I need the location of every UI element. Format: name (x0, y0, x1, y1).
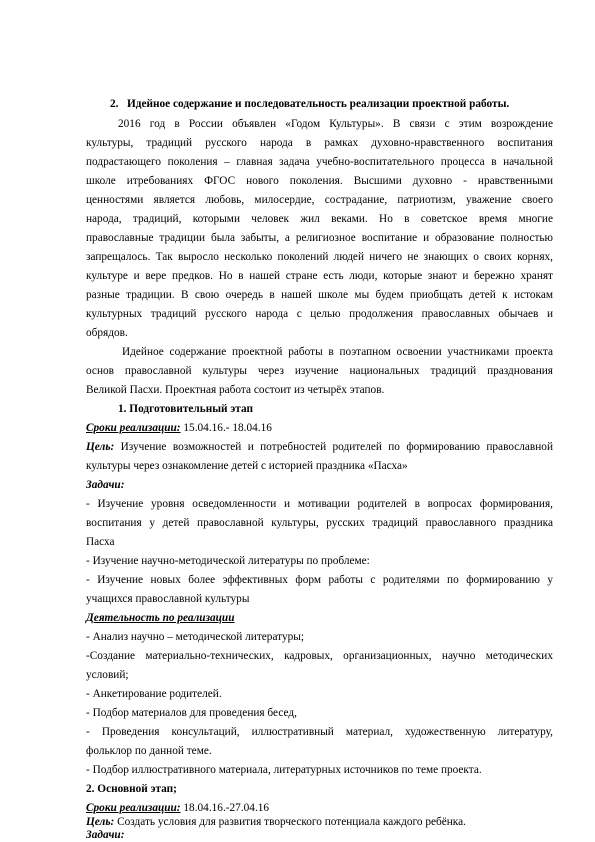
intro-line: обрядов. (86, 327, 128, 339)
intro-line: культуры, традиций русского народа в рамках духовно-нравственного воспитания (86, 137, 553, 149)
intro-line: культурных традиций русского народа с целью продолжения православных обычаев и (86, 308, 553, 320)
stage1-task-line: - Изучение уровня осведомленности и мотивации родителей в вопросах формирования, (86, 498, 553, 510)
stage1-activity-line: - Проведения консультаций, иллюстративный материал, художественную литературу, (86, 726, 553, 738)
stage1-activity-line: - Анкетирование родителей. (86, 688, 222, 700)
stage1-goal-text: Изучение возможностей и потребностей родителей по формированию православной (114, 441, 553, 453)
idea-line: Идейное содержание проектной работы в поэтапном освоении участниками проекта (122, 346, 553, 358)
stage2-tasks-label: Задачи: (86, 829, 125, 841)
stage2-dates (86, 801, 269, 815)
stage1-dates-value: 15.04.16.- 18.04.16 (180, 422, 272, 434)
stage1-heading: 1. Подготовительный этап (118, 403, 253, 415)
stage2-dates-value: 18.04.16.-27.04.16 (180, 802, 270, 814)
stage1-task-line: - Изучение научно-методической литературы по проблеме: (86, 555, 370, 567)
stage1-activity-line: - Подбор иллюстративного материала, литературных источников по теме проекта. (86, 764, 482, 776)
intro-line: школе итребованиях ФГОС нового поколения. Высшими духовно - нравственными (86, 175, 553, 187)
stage1-task-line: воспитания у детей православной культуры, русских традиций православного праздника (86, 517, 553, 529)
intro-line: подрастающего поколения – главная задача учебно-воспитательного процесса в начальной (86, 156, 553, 168)
stage2-heading: 2. Основной этап; (86, 783, 177, 795)
stage2-goal-text: Создать условия для развития творческого потенциала каждого ребёнка. (114, 816, 466, 828)
stage1-dates (86, 421, 272, 435)
stage2-goal (86, 815, 466, 829)
stage1-activity-line: - Анализ научно – методической литературы; (86, 631, 304, 643)
stage1-goal-line: культуры через ознакомление детей с историей праздника «Пасха» (86, 460, 408, 472)
idea-line: Великой Пасхи. Проектная работа состоит из четырёх этапов. (86, 384, 385, 396)
intro-line: народа, традиций, которыми человек жил веками. Но в советское время многие (86, 213, 553, 225)
stage1-dates-label: Сроки реализации: (86, 422, 181, 434)
intro-line: 2016 год в России объявлен «Годом Культуры». В связи с этим возрождение (118, 118, 553, 130)
stage1-activity-line: условий; (86, 669, 129, 681)
stage1-activity-line: фольклор по данной теме. (86, 745, 212, 757)
stage1-goal (86, 440, 553, 454)
stage1-activity-label: Деятельность по реализации (86, 612, 235, 624)
section-heading (110, 97, 509, 111)
stage1-activity-line: -Создание материально-технических, кадровых, организационных, научно методических (86, 650, 553, 662)
idea-line: основ православной культуры через изучение национальных традиций празднования (86, 365, 553, 377)
section-title: Идейное содержание и последовательность реализации проектной работы. (126, 98, 510, 110)
stage2-dates-label: Сроки реализации: (86, 802, 181, 814)
stage1-goal-label: Цель: (86, 441, 115, 453)
intro-line: запрещалось. Так выросло несколько поколений людей ничего не знающих о своих корнях, (86, 251, 553, 263)
intro-line: ценностями является любовь, милосердие, сострадание, патриотизм, уважение своего (86, 194, 553, 206)
stage1-task-line: - Изучение новых более эффективных форм работы с родителями по формированию у (86, 574, 553, 586)
intro-line: культуре и вере предков. Но в нашей стране есть люди, которые знают и бережно хранят (86, 270, 553, 282)
stage1-tasks-label: Задачи: (86, 479, 125, 491)
stage1-task-line: учащихся православной культуры (86, 593, 250, 605)
stage2-goal-label: Цель: (86, 816, 115, 828)
intro-line: православные традиции была забыты, а религиозное воспитание и образование полностью (86, 232, 553, 244)
section-number: 2. (110, 98, 119, 110)
stage1-activity-line: - Подбор материалов для проведения бесед, (86, 707, 297, 719)
stage1-task-line: Пасха (86, 536, 115, 548)
intro-line: разные традиции. В свою очередь в нашей школе мы будем приобщать детей к истокам (86, 289, 553, 301)
